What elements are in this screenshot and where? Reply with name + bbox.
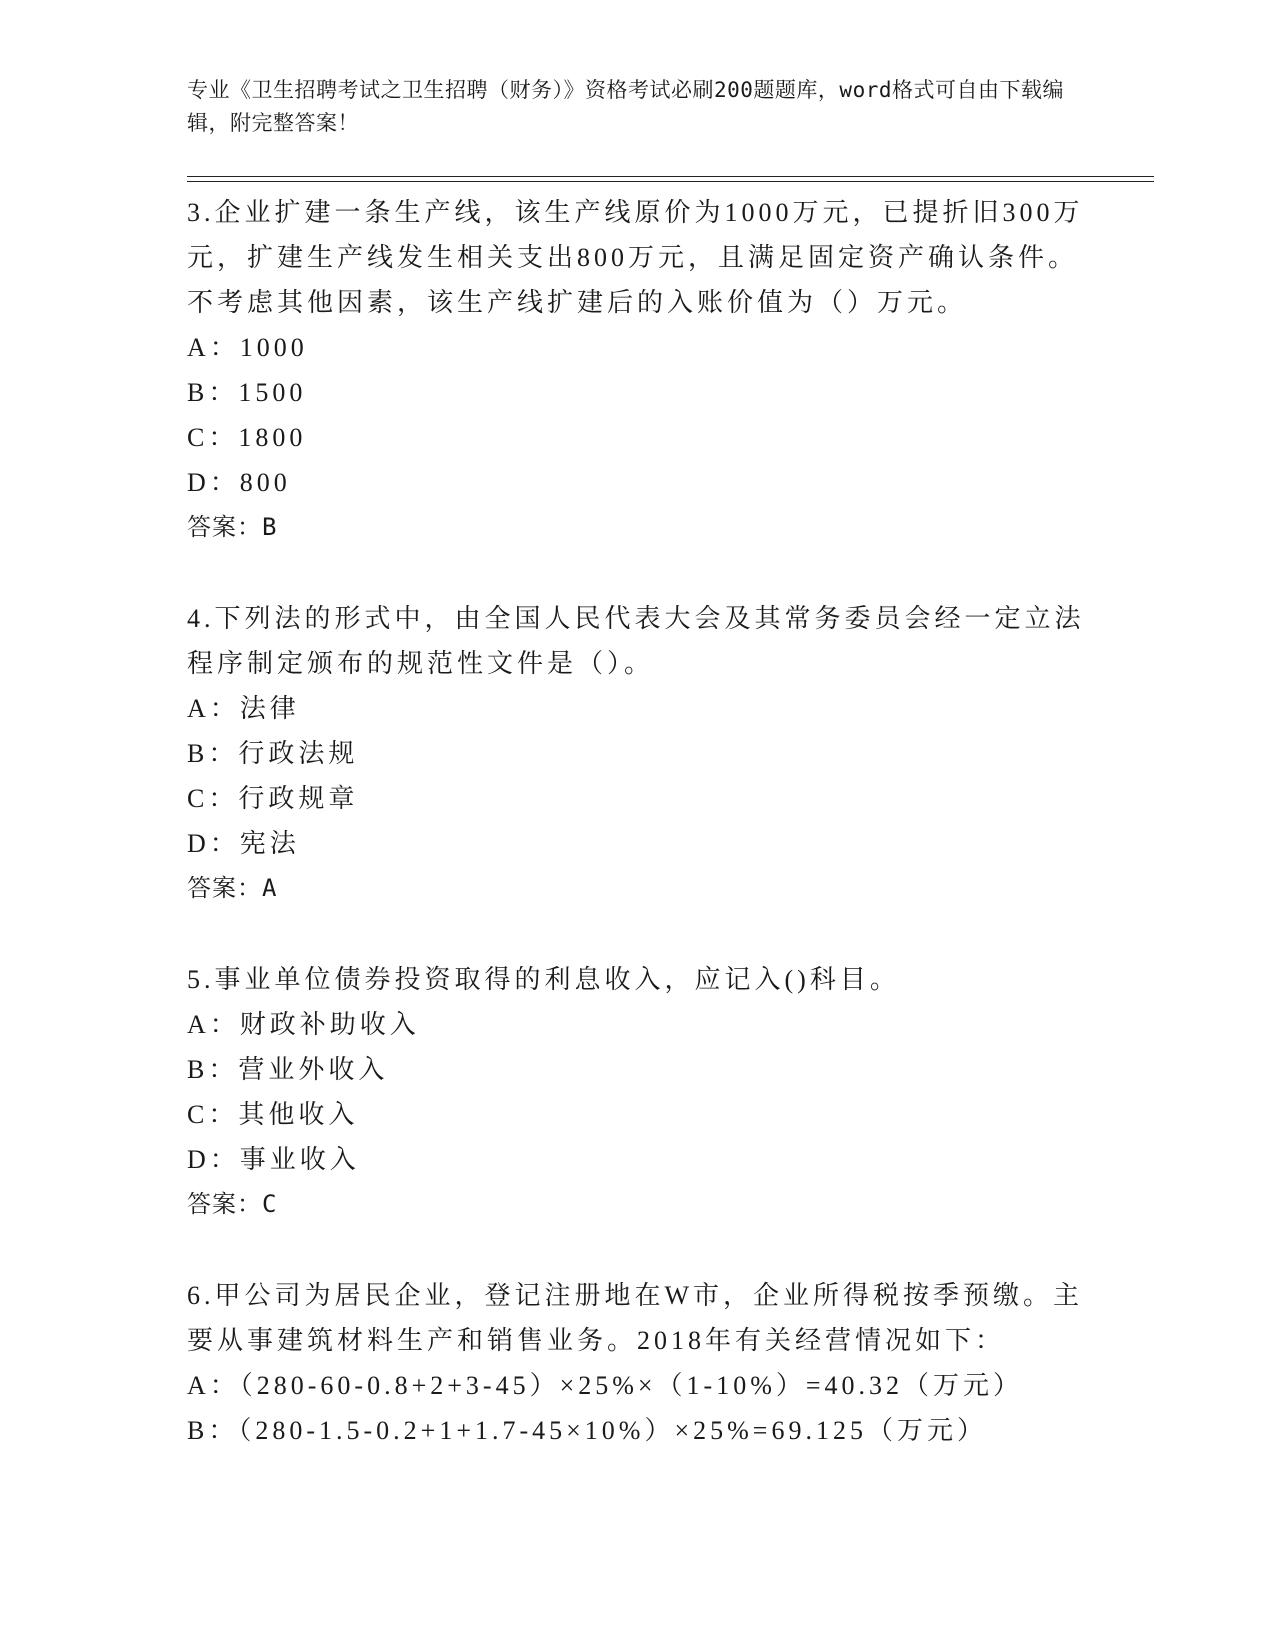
header-divider [187, 176, 1154, 177]
answer-line: 答案：C [187, 1190, 278, 1218]
option-a: A：1000 [187, 333, 308, 362]
option-d: D：800 [187, 468, 291, 497]
answer-line: 答案：B [187, 513, 278, 541]
option-a: A：法律 [187, 694, 300, 723]
answer-line: 答案：A [187, 874, 278, 902]
question-6 [187, 1273, 1087, 1453]
document-title: 专业《卫生招聘考试之卫生招聘（财务）》资格考试必刷200题题库，word格式可自由下载编辑，附完整答案！ [187, 78, 1064, 135]
question-stem: 3.企业扩建一条生产线，该生产线原价为1000万元，已提折旧300万元，扩建生产线发生相关支出800万元，且满足固定资产确认条件。不考虑其他因素，该生产线扩建后的入账价值为（）万元。 [187, 198, 1084, 317]
question-stem: 6.甲公司为居民企业，登记注册地在W市，企业所得税按季预缴。主要从事建筑材料生产和销售业务。2018年有关经营情况如下： [187, 1281, 1084, 1355]
option-a: A：财政补助收入 [187, 1010, 420, 1039]
question-5 [187, 957, 1087, 1227]
question-stem: 5.事业单位债券投资取得的利息收入，应记入()科目。 [187, 965, 900, 994]
option-c: C：1800 [187, 423, 307, 452]
option-b: B：（280-1.5-0.2+1+1.7-45×10%）×25%=69.125（万元） [187, 1416, 987, 1445]
question-stem: 4.下列法的形式中，由全国人民代表大会及其常务委员会经一定立法程序制定颁布的规范性文件是（）。 [187, 604, 1085, 678]
option-c: C：其他收入 [187, 1100, 359, 1129]
question-3 [187, 190, 1087, 550]
question-4 [187, 596, 1087, 911]
header-divider-secondary [187, 181, 1154, 182]
option-b: B：行政法规 [187, 739, 359, 768]
question-list [187, 190, 1087, 1453]
option-a: A：（280-60-0.8+2+3-45）×25%×（1-10%）=40.32（万元） [187, 1371, 1024, 1400]
option-c: C：行政规章 [187, 784, 359, 813]
option-b: B：营业外收入 [187, 1055, 389, 1084]
document-header [187, 74, 1067, 140]
option-d: D：宪法 [187, 829, 300, 858]
option-d: D：事业收入 [187, 1145, 360, 1174]
option-b: B：1500 [187, 378, 307, 407]
